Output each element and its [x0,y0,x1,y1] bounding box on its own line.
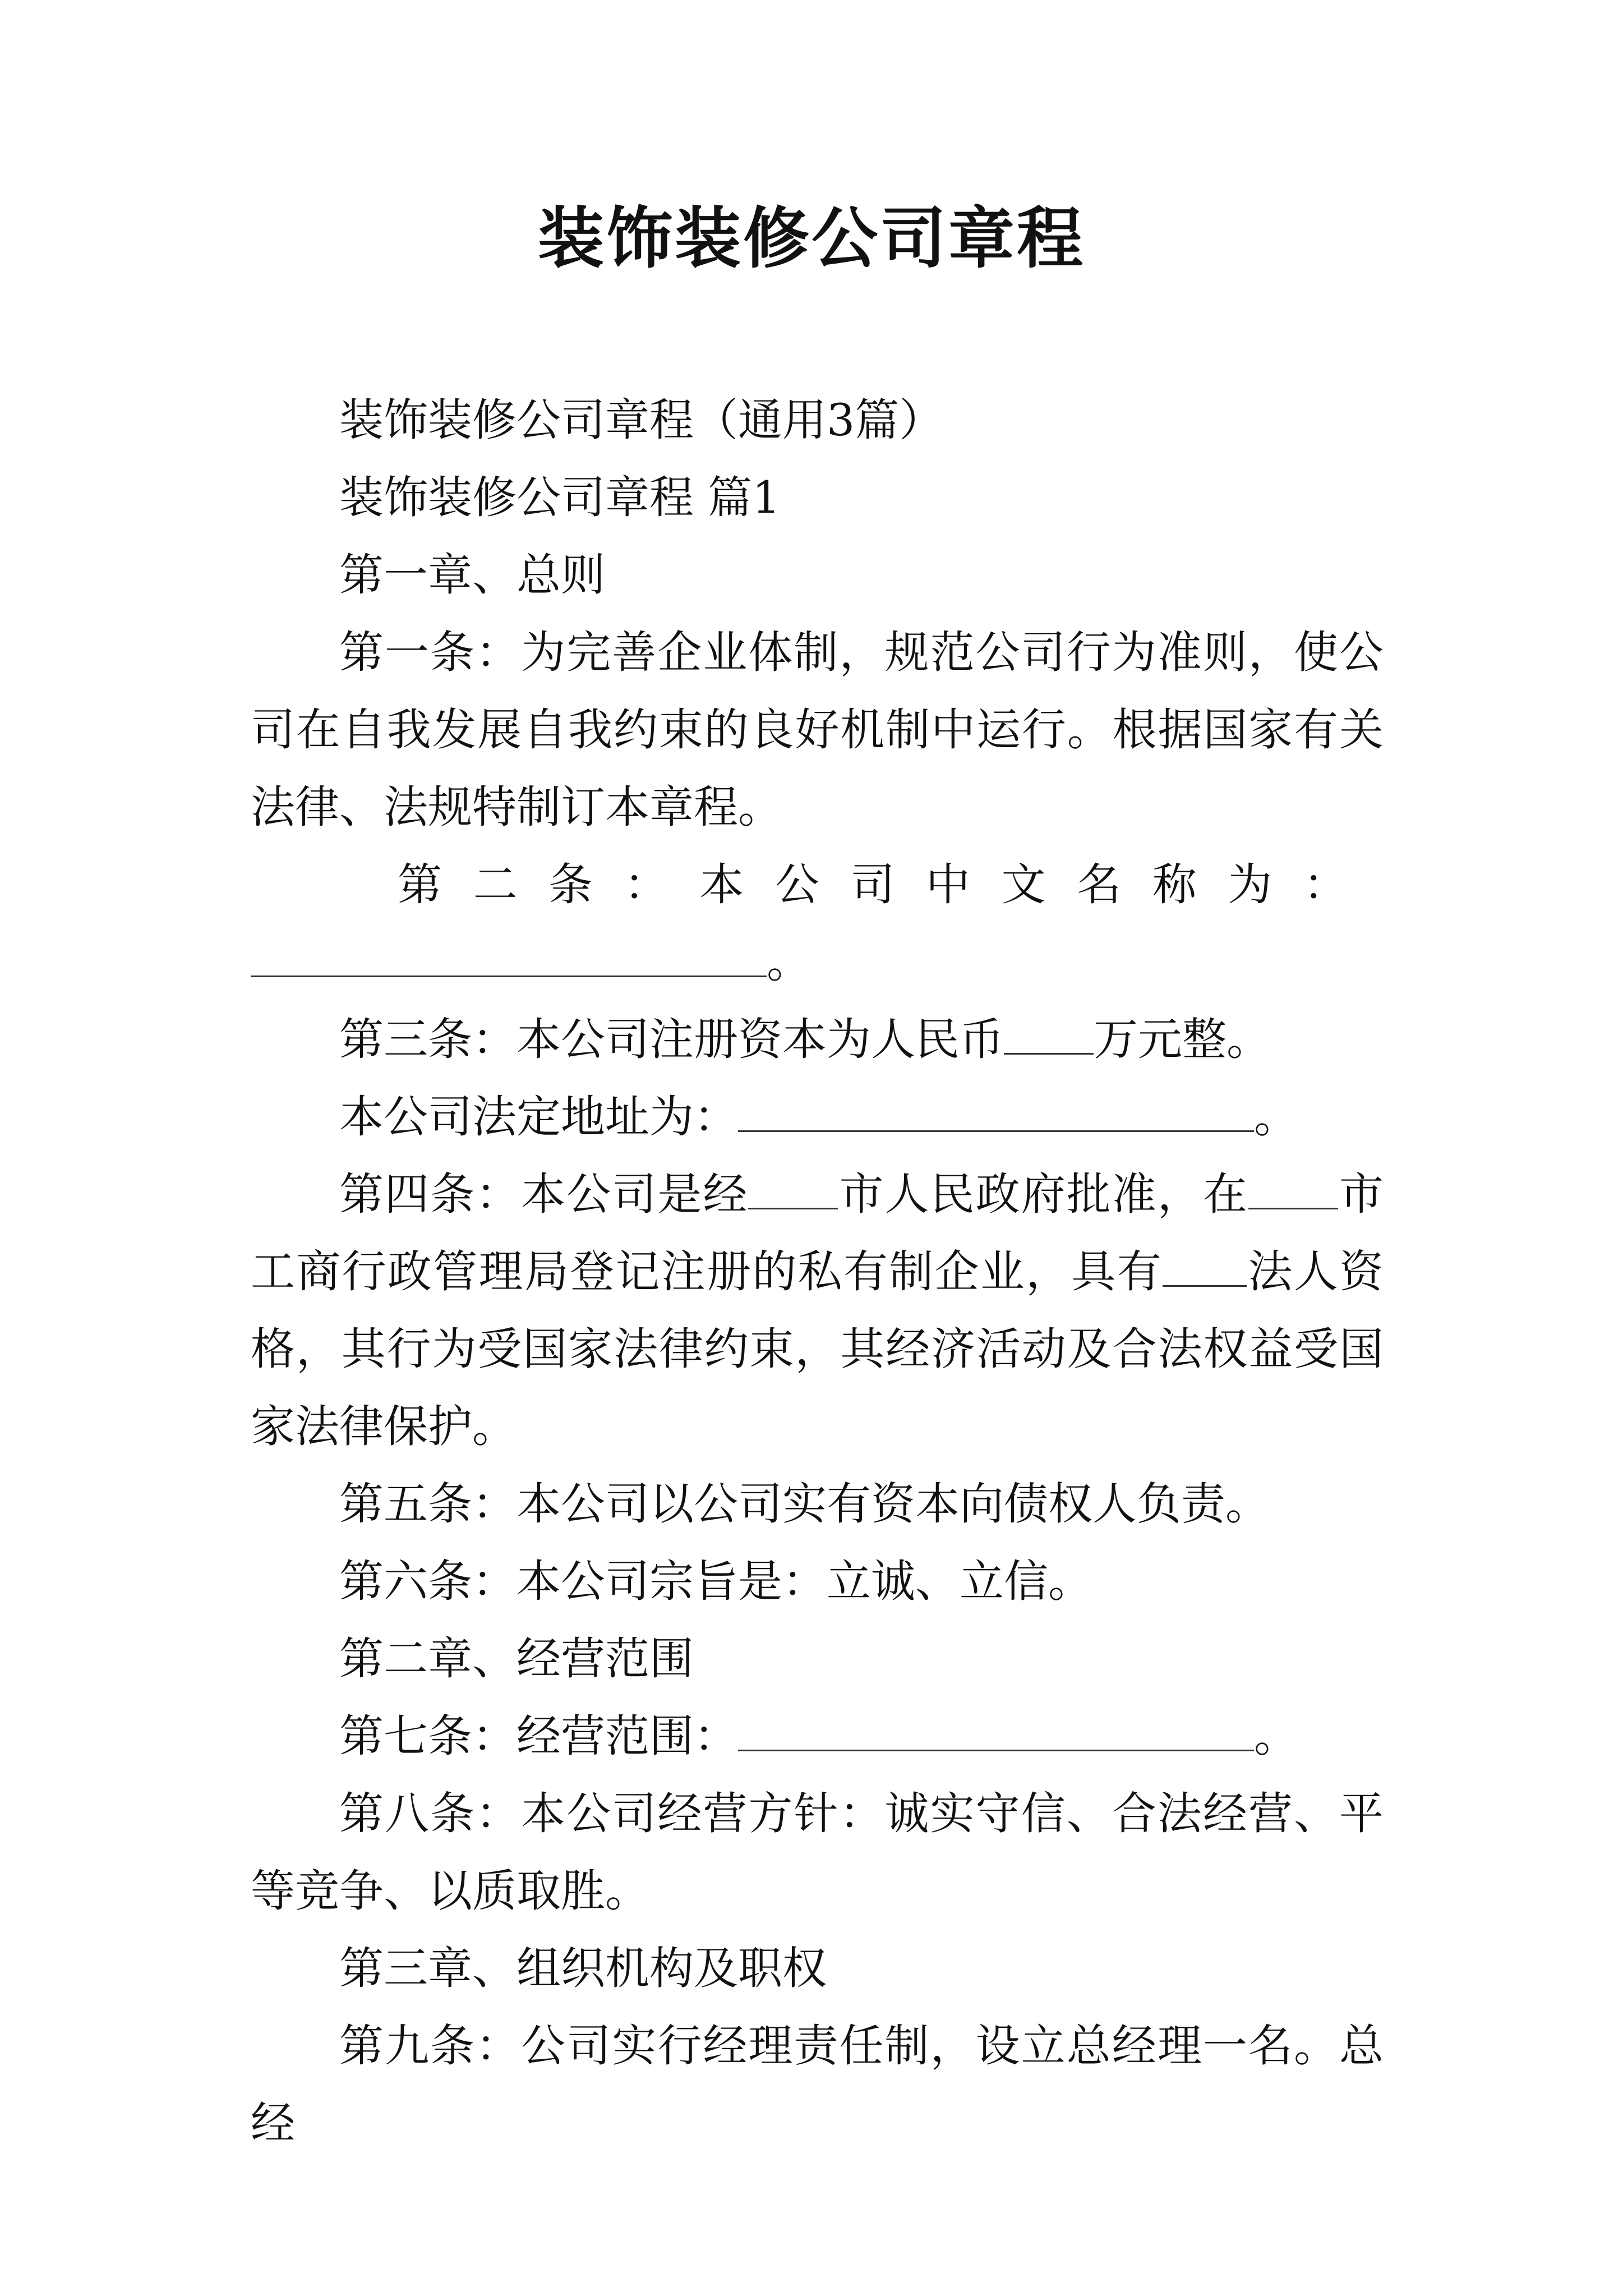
company-name-blank[interactable] [251,942,767,977]
chapter-heading-1: 第一章、总则 [339,549,605,601]
article-2-blank-line [251,923,1384,1001]
chapter-heading-2: 第二章、经营范围 [339,1633,694,1685]
article-3 [251,1001,1384,1078]
article-2-char: 文 [1001,859,1046,910]
article-4-text-c: 市工商行政管理局登记注册的私有制企业，具有 [251,1168,1384,1297]
article-2-char: 公 [774,859,819,910]
subtitle-paragraph: 装饰装修公司章程（通用3篇） [339,394,944,446]
article-2-char: 名 [1077,859,1122,910]
legal-person-blank[interactable] [1163,1251,1247,1287]
article-2-char: 为 [1228,859,1272,910]
article-3-text-a: 第三条：本公司注册资本为人民币 [339,1014,1004,1065]
legal-address-end: 。 [1254,1091,1298,1143]
article-2-char: 第 [398,859,442,910]
article-2-char: 称 [1152,859,1197,910]
article-2-char: 司 [850,859,895,910]
chapter-heading-3: 第三章、组织机构及职权 [339,1943,827,1994]
article-4-text-a: 第四条：本公司是经 [339,1168,749,1220]
article-5: 第五条：本公司以公司实有资本向债权人负责。 [339,1478,1270,1530]
article-2-char: 本 [699,859,744,910]
article-2-char: 条 [548,859,593,910]
article-3-text-b: 万元整。 [1094,1014,1271,1065]
section-heading-part1: 装饰装修公司章程 篇1 [339,472,781,523]
legal-address [251,1078,1384,1156]
article-7 [251,1697,1384,1775]
article-2-end: 。 [767,936,811,988]
legal-address-label: 本公司法定地址为： [339,1091,738,1143]
business-scope-blank[interactable] [738,1716,1254,1751]
article-2-char: 中 [926,859,971,910]
approving-city-blank[interactable] [748,1174,838,1209]
article-7-end: 。 [1254,1710,1298,1762]
article-9: 第九条：公司实行经理责任制，设立总经理一名。总经 [251,2020,1384,2149]
article-4-text-d: 法人资格，其行为受国家法律约束，其经济活动及合法权益受国家法律保护。 [251,1246,1384,1452]
document-body [251,381,1384,2162]
article-2-line [251,846,1384,923]
article-7-label: 第七条：经营范围： [339,1710,738,1762]
article-6: 第六条：本公司宗旨是：立诚、立信。 [339,1556,1092,1607]
registration-city-blank[interactable] [1248,1174,1338,1209]
article-2-char: ： [1303,859,1348,910]
document-title: 装饰装修公司章程 [537,199,1085,277]
legal-address-blank[interactable] [738,1097,1254,1132]
registered-capital-blank[interactable] [1004,1019,1094,1055]
article-4-text-b: 市人民政府批准，在 [838,1168,1248,1220]
article-8: 第八条：本公司经营方针：诚实守信、合法经营、平等竞争、以质取胜。 [251,1788,1384,1917]
article-2-char: ： [624,859,668,910]
article-2-char: 二 [473,859,518,910]
article-1: 第一条：为完善企业体制，规范公司行为准则，使公司在自我发展自我约束的良好机制中运行。根据国家有关法律、法规特制订本章程。 [251,627,1384,833]
article-4 [251,1156,1384,1465]
